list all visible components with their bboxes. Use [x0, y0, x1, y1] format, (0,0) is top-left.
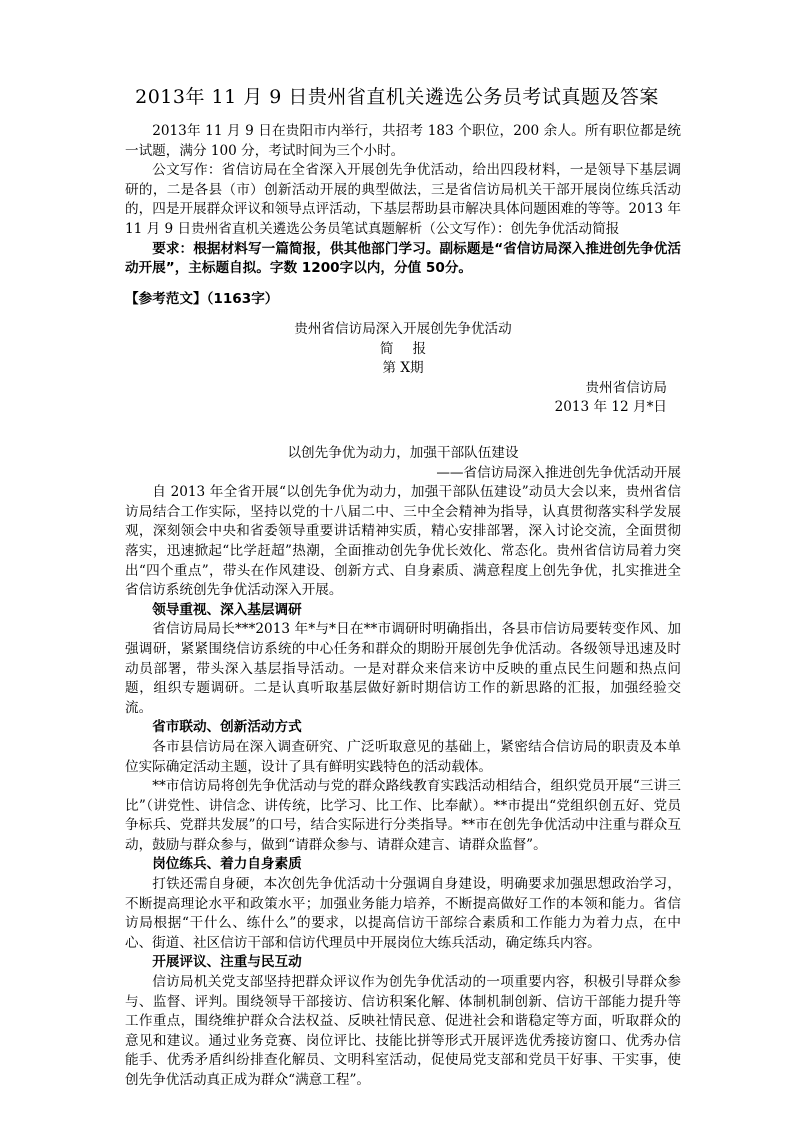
- bulletin-head-title: 贵州省信访局深入开展创先争优活动: [294, 321, 512, 337]
- bulletin-type-char-2: 报: [412, 340, 427, 357]
- reference-count: （1163字）: [206, 291, 279, 307]
- bulletin-body: [125, 444, 681, 1091]
- reference-label-line: [125, 287, 278, 307]
- requirement-paragraph: 要求：根据材料写一篇简报，供其他部门学习。副标题是“省信访局深入推进创先争优活动开展”，主标题自拟。字数 1200字以内，分值 50分。: [125, 240, 681, 277]
- bulletin-type-char-1: 简: [379, 340, 394, 357]
- section-2-paragraph-2: **市信访局将创先争优活动与党的群众路线教育实践活动相结合，组织党员开展“三讲三比”（讲党性、讲信念、讲传统，比学习、比工作、比奉献）。**市提出“党组织创五好、党员争标兵、党群共发展”的口号，结合实际进行分类指导。**市在创先争优活动中注重与群众互动，鼓励与群众参与，做到“请群众参与、请群众建言、请群众监督”。: [125, 778, 681, 853]
- section-heading-1: 领导重视、深入基层调研: [152, 601, 302, 618]
- section-heading-4: 开展评议、注重与民互动: [152, 954, 302, 971]
- section-2-paragraph-1: 各市县信访局在深入调查研究、广泛听取意见的基础上，紧密结合信访局的职责及本单位实际确定活动主题，设计了具有鲜明实践特色的活动载体。: [125, 738, 681, 775]
- intro-section: [125, 122, 681, 279]
- bulletin-date: 2013 年 12 月*日: [554, 399, 667, 416]
- section-1-paragraph-1: 省信访局局长***2013 年*与*日在**市调研时明确指出，各县市信访局要转变作风、加强调研，紧紧围绕信访系统的中心任务和群众的期盼开展创先争优活动。各级领导迅速及时动员部署，带头深入基层指导活动。一是对群众来信来访中反映的重点民生问题和热点问题，组织专题调研。二是认真听取基层做好新时期信访工作的新思路的汇报，加强经验交流。: [125, 621, 681, 716]
- section-heading-2: 省市联动、创新活动方式: [152, 719, 302, 736]
- section-3-paragraph-1: 打铁还需自身硬，本次创先争优活动十分强调自身建设，明确要求加强思想政治学习，不断提高理论水平和政策水平；加强业务能力培养，不断提高做好工作的本领和能力。省信访局根据“干什么、练什么”的要求，以提高信访干部综合素质和工作能力为着力点，在中心、街道、社区信访干部和信访代理员中开展岗位大练兵活动，确定练兵内容。: [125, 876, 681, 951]
- section-4-paragraph-1: 信访局机关党支部坚持把群众评议作为创先争优活动的一项重要内容，积极引导群众参与、监督、评判。围绕领导干部接访、信访积案化解、体制机制创新、信访干部能力提升等工作重点，围绕维护群众合法权益、反映社情民意、促进社会和谐稳定等方面，听取群众的意见和建议。通过业务竞赛、岗位评比、技能比拼等形式开展评选优秀接访窗口、优秀办信能手、优秀矛盾纠纷排查化解员、文明科室活动，促使局党支部和党员干好事、干实事，使创先争优活动真正成为群众“满意工程”。: [125, 974, 681, 1088]
- intro-paragraph-2: 公文写作：省信访局在全省深入开展创先争优活动，给出四段材料，一是领导下基层调研的，二是各县（市）创新活动开展的典型做法，三是省信访局机关干部开展岗位练兵活动的，四是开展群众评议和领导点评活动，下基层帮助县市解决具体问题困难的等等。2013 年 11 月 9 日贵州省直机关遴选公务员笔试真题解析（公文写作）：创先争优活动简报: [125, 162, 681, 237]
- bulletin-main-title: 以创先争优为动力，加强干部队伍建设: [287, 445, 519, 461]
- bulletin-org: 贵州省信访局: [585, 379, 667, 396]
- bulletin-lead-paragraph: 自 2013 年全省开展“以创先争优为动力，加强干部队伍建设”动员大会以来，贵州省信访局结合工作实际，坚持以党的十八届二中、三中全会精神为指导，认真贯彻落实科学发展观，深刻领会中央和省委领导重要讲话精神实质，精心安排部署，深入讨论交流，全面贯彻落实，迅速掀起“比学赶超”热潮，全面推动创先争优长效化、常态化。贵州省信访局着力突出“四个重点”，带头在作风建设、创新方式、自身素质、满意程度上创先争优，扎实推进全省信访系统创先争优活动深入开展。: [125, 484, 681, 599]
- bulletin-subtitle: ——省信访局深入推进创先争优活动开展: [436, 464, 681, 481]
- section-heading-3: 岗位练兵、着力自身素质: [152, 856, 302, 873]
- intro-paragraph-1: 2013年 11 月 9 日在贵阳市内举行，共招考 183 个职位，200 余人。所有职位都是统一试题，满分 100 分，考试时间为三个小时。: [125, 123, 681, 159]
- document-title: 2013年 11 月 9 日贵州省直机关遴选公务员考试真题及答案: [135, 86, 659, 108]
- bulletin-type: [125, 340, 681, 360]
- reference-label: 【参考范文】: [125, 291, 207, 307]
- bulletin-header: [125, 320, 681, 418]
- bulletin-issue: 第 X期: [382, 360, 424, 377]
